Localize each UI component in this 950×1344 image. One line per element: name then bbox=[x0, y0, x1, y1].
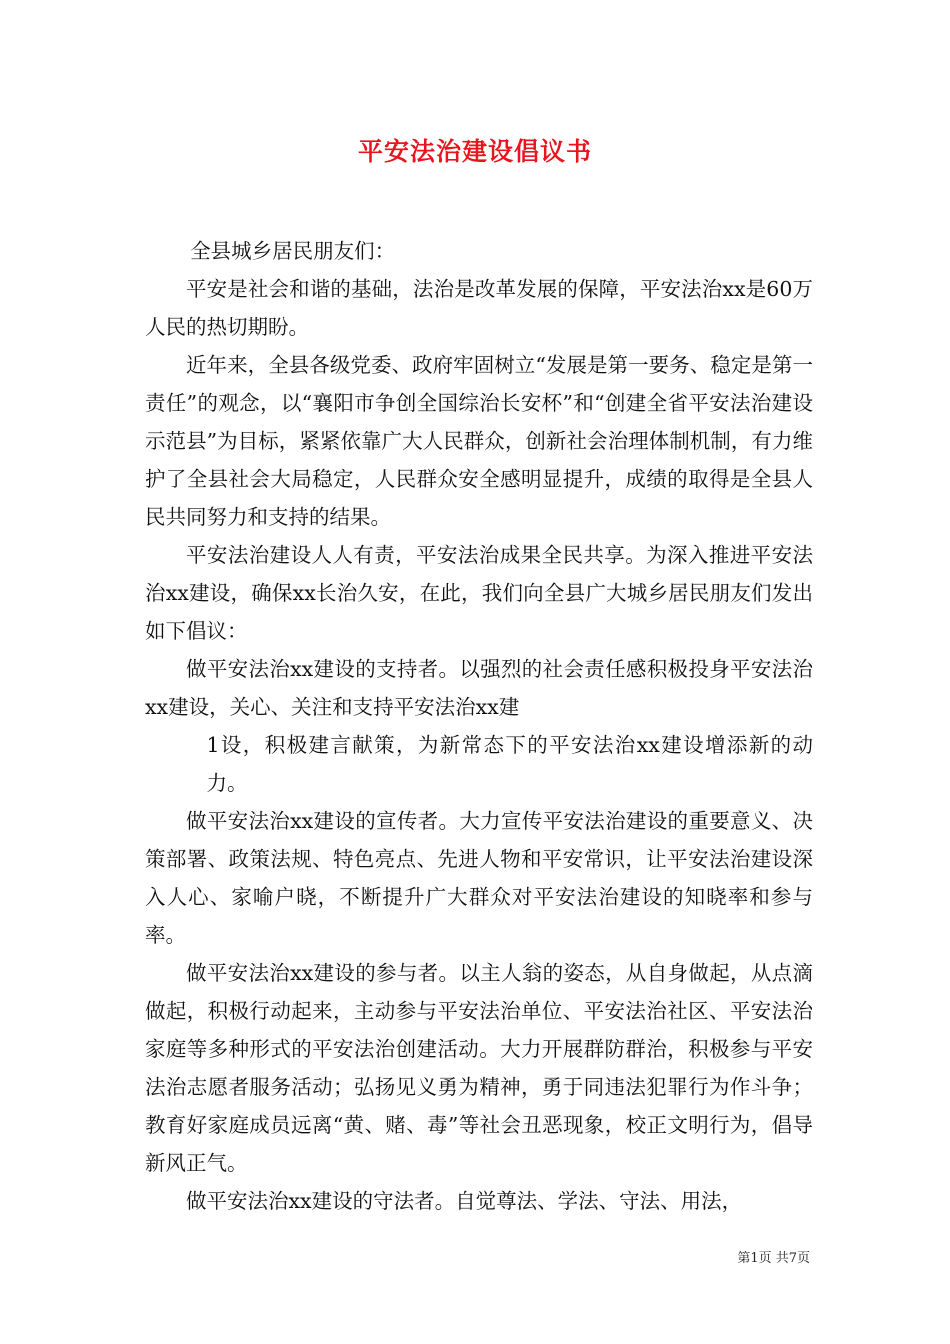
salutation: 全县城乡居民朋友们： bbox=[190, 239, 396, 263]
paragraph-3: 平安法治建设人人有责，平安法治成果全民共享。为深入推进平安法治xx建设，确保xx长治久安，在此，我们向全县广大城乡居民朋友们发出如下倡议： bbox=[145, 543, 813, 643]
paragraph-2: 近年来，全县各级党委、政府牢固树立“发展是第一要务、稳定是第一责任”的观念，以“襄阳市争创全国综治长安杯”和“创建全省平安法治建设示范县”为目标，紧紧依靠广大人民群众，创新社会治理体制机制，有力维护了全县社会大局稳定，人民群众安全感明显提升，成绩的取得是全县人民共同努力和支持的结果。 bbox=[145, 353, 813, 529]
paragraph-7: 做平安法治xx建设的守法者。自觉尊法、学法、守法、用法， bbox=[186, 1189, 743, 1213]
page-number: 第1页 共7页 bbox=[737, 1251, 810, 1266]
paragraph-4: 做平安法治xx建设的支持者。以强烈的社会责任感积极投身平安法治xx建设，关心、关注和支持平安法治xx建 bbox=[145, 657, 813, 719]
paragraph-4-continuation: 1设，积极建言献策，为新常态下的平安法治xx建设增添新的动力。 bbox=[206, 733, 813, 795]
document-title: 平安法治建设倡议书 bbox=[357, 137, 592, 166]
paragraph-6: 做平安法治xx建设的参与者。以主人翁的姿态，从自身做起，从点滴做起，积极行动起来，主动参与平安法治单位、平安法治社区、平安法治家庭等多种形式的平安法治创建活动。大力开展群防群治，积极参与平安法治志愿者服务活动；弘扬见义勇为精神，勇于同违法犯罪行为作斗争；教育好家庭成员远离“黄、赌、毒”等社会丑恶现象，校正文明行为，倡导新风正气。 bbox=[145, 961, 813, 1175]
paragraph-1: 平安是社会和谐的基础，法治是改革发展的保障，平安法治xx是60万人民的热切期盼。 bbox=[145, 277, 813, 339]
document-body bbox=[145, 232, 813, 1220]
paragraph-5: 做平安法治xx建设的宣传者。大力宣传平安法治建设的重要意义、决策部署、政策法规、特色亮点、先进人物和平安常识，让平安法治建设深入人心、家喻户晓，不断提升广大群众对平安法治建设的知晓率和参与率。 bbox=[145, 809, 813, 947]
